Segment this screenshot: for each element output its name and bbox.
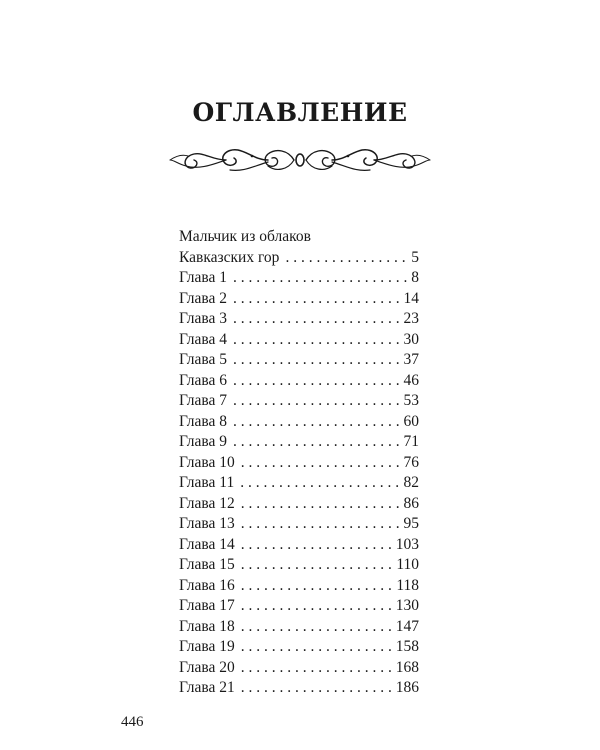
toc-entry-page: 71 bbox=[403, 433, 419, 450]
table-of-contents bbox=[179, 227, 419, 699]
toc-entry-label: Глава 4 bbox=[179, 330, 228, 348]
toc-entry-label: Глава 12 bbox=[179, 494, 235, 512]
toc-entry-label: Глава 13 bbox=[179, 515, 235, 532]
toc-entry[interactable] bbox=[179, 289, 419, 310]
toc-leader-dots bbox=[233, 350, 400, 371]
toc-leader-dots bbox=[241, 678, 393, 699]
toc-leader-dots bbox=[233, 371, 400, 392]
toc-entry[interactable] bbox=[179, 330, 419, 351]
toc-entry[interactable] bbox=[179, 678, 419, 699]
toc-leader-dots bbox=[241, 637, 393, 658]
toc-leader-dots bbox=[241, 617, 393, 638]
toc-entry[interactable] bbox=[179, 535, 419, 556]
toc-entry-page: 118 bbox=[396, 576, 419, 594]
toc-leader-dots bbox=[241, 535, 393, 556]
toc-leader-dots bbox=[233, 268, 408, 289]
toc-entry-page: 110 bbox=[396, 556, 419, 573]
toc-entry-page: 8 bbox=[411, 269, 419, 286]
toc-entry[interactable] bbox=[179, 596, 419, 617]
toc-entry-page: 147 bbox=[395, 617, 419, 635]
toc-entry[interactable] bbox=[179, 371, 419, 392]
toc-entry-label: Глава 19 bbox=[179, 638, 235, 655]
toc-entry-page: 103 bbox=[395, 535, 419, 553]
toc-entry[interactable] bbox=[179, 576, 419, 597]
toc-leader-dots bbox=[233, 330, 400, 351]
toc-entry-page: 30 bbox=[403, 330, 419, 348]
toc-entry-page: 186 bbox=[395, 679, 419, 696]
toc-entry[interactable] bbox=[179, 637, 419, 658]
toc-entry-label: Глава 10 bbox=[179, 453, 235, 471]
toc-leader-dots bbox=[241, 494, 401, 515]
toc-entry-page: 5 bbox=[411, 248, 419, 266]
toc-entry-label: Глава 11 bbox=[179, 474, 235, 491]
toc-entry-page: 76 bbox=[403, 453, 419, 471]
toc-entry-label: Глава 9 bbox=[179, 433, 228, 450]
toc-entry-label: Глава 1 bbox=[179, 269, 228, 286]
toc-entry-label: Кавказских гор bbox=[179, 248, 280, 266]
toc-entry-label: Глава 7 bbox=[179, 392, 228, 409]
toc-entry-label: Глава 6 bbox=[179, 371, 228, 389]
toc-entry-label: Глава 2 bbox=[179, 289, 228, 307]
toc-leader-dots bbox=[233, 412, 400, 433]
toc-entry[interactable] bbox=[179, 453, 419, 474]
toc-entry-page: 95 bbox=[403, 515, 419, 532]
toc-entry-label: Глава 21 bbox=[179, 679, 235, 696]
toc-entry-label: Глава 5 bbox=[179, 351, 228, 368]
toc-entry-label: Глава 15 bbox=[179, 556, 235, 573]
toc-entry[interactable] bbox=[179, 473, 419, 494]
toc-entry[interactable] bbox=[179, 268, 419, 289]
toc-leader-dots bbox=[241, 596, 393, 617]
toc-entry-page: 46 bbox=[403, 371, 419, 389]
toc-entry-label: Глава 20 bbox=[179, 658, 235, 676]
toc-entry-label: Глава 8 bbox=[179, 412, 228, 430]
toc-entry-page: 86 bbox=[403, 494, 419, 512]
flourish-divider-icon bbox=[168, 136, 432, 184]
toc-leader-dots bbox=[241, 514, 401, 535]
toc-entry-label: Глава 18 bbox=[179, 617, 235, 635]
toc-leader-dots bbox=[233, 309, 400, 330]
toc-entry[interactable] bbox=[179, 350, 419, 371]
toc-entry[interactable] bbox=[179, 494, 419, 515]
toc-entry[interactable] bbox=[179, 555, 419, 576]
toc-entry-label: Глава 3 bbox=[179, 310, 228, 327]
toc-leader-dots bbox=[285, 248, 408, 269]
toc-entry[interactable] bbox=[179, 514, 419, 535]
toc-entry[interactable] bbox=[179, 412, 419, 433]
toc-leader-dots bbox=[241, 555, 394, 576]
toc-leader-dots bbox=[233, 391, 400, 412]
toc-entry-page: 158 bbox=[395, 638, 419, 655]
toc-entry-title-line: Мальчик из облаков bbox=[179, 228, 311, 245]
toc-leader-dots bbox=[241, 658, 393, 679]
toc-leader-dots bbox=[240, 473, 400, 494]
toc-entry-page: 130 bbox=[395, 597, 419, 614]
toc-entry-label: Глава 14 bbox=[179, 535, 235, 553]
toc-entry-page: 14 bbox=[403, 289, 419, 307]
toc-leader-dots bbox=[233, 432, 400, 453]
toc-entry[interactable] bbox=[179, 391, 419, 412]
toc-entry-page: 82 bbox=[403, 474, 419, 491]
toc-entry-label: Глава 17 bbox=[179, 597, 235, 614]
toc-leader-dots bbox=[241, 576, 394, 597]
toc-entry-label: Глава 16 bbox=[179, 576, 235, 594]
page-title: ОГЛАВЛЕНИЕ bbox=[192, 98, 408, 127]
toc-entry-page: 60 bbox=[403, 412, 419, 430]
toc-entry[interactable] bbox=[179, 432, 419, 453]
toc-entry-page: 37 bbox=[403, 351, 419, 368]
toc-entry[interactable] bbox=[179, 248, 419, 269]
toc-entry[interactable] bbox=[179, 617, 419, 638]
toc-entry-page: 53 bbox=[403, 392, 419, 409]
toc-entry[interactable] bbox=[179, 309, 419, 330]
toc-entry[interactable] bbox=[179, 658, 419, 679]
toc-entry-page: 168 bbox=[395, 658, 419, 676]
toc-leader-dots bbox=[233, 289, 400, 310]
toc-leader-dots bbox=[241, 453, 401, 474]
page-number: 446 bbox=[121, 714, 144, 730]
toc-entry-page: 23 bbox=[403, 310, 419, 327]
